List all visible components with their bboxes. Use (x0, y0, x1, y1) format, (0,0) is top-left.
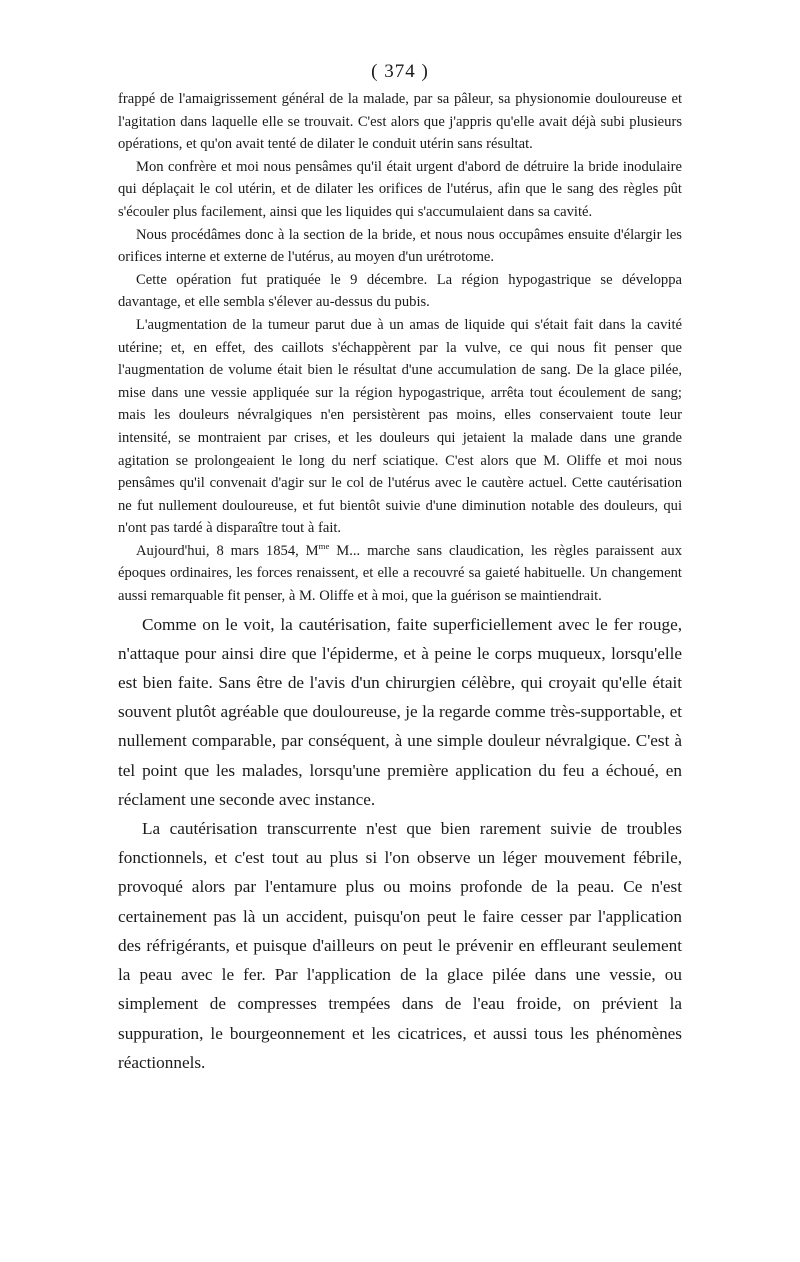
page-number: ( 374 ) (371, 61, 429, 82)
text-after-superscript: M... marche sans claudication, les règles paraissent aux époques ordinaires, les forces renaissent, et elle a recouvré sa gaieté habituelle. Un changement aussi remarquable fit penser, à M. Oliffe et à moi, que la guérison se maintiendrait. (118, 542, 682, 605)
paragraph: Comme on le voit, la cautérisation, faite superficiellement avec le fer rouge, n'attaque pour ainsi dire que l'épiderme, et à peine le corps muqueux, lorsqu'elle est bien faite. Sans être de l'avis d'un chirurgien célèbre, qui croyait qu'elle était souvent plutôt agréable que douloureuse, je la regarde comme très-supportable, et nullement comparable, par conséquent, à une simple douleur névralgique. C'est à tel point que les malades, lorsqu'une première application du feu a échoué, en réclament une seconde avec instance. (118, 614, 682, 809)
superscript: me (318, 541, 330, 552)
paragraph: L'augmentation de la tumeur parut due à un amas de liquide qui s'était fait dans la cavité utérine; et, en effet, des caillots s'échappèrent par la vulve, ce qui nous fit penser que l'augmentation de volume était bien le résultat d'une accumulation de sang. De la glace pilée, mise dans une vessie appliquée sur la région hypogastrique, arrêta tout écoulement de sang; mais les douleurs névralgiques n'en persistèrent pas moins, elles conservaient toute leur intensité, se montraient par crises, et les douleurs qui jetaient la malade dans une grande agitation se prolongeaient le long du nerf sciatique. C'est alors que M. Oliffe et moi nous pensâmes qu'il convenait d'agir sur le col de l'utérus avec le cautère actuel. Cette cautérisation ne fut nullement douloureuse, et fut bientôt suivie d'une diminution notable des douleurs, qui n'ont pas tardé à disparaître tout à fait. (118, 316, 682, 537)
book-page (118, 58, 682, 1077)
paragraph: Cette opération fut pratiquée le 9 décembre. La région hypogastrique se développa davantage, et elle sembla s'élever au-dessus du pubis. (118, 271, 682, 311)
text-before-superscript: Aujourd'hui, 8 mars 1854, M (136, 542, 319, 559)
commentary-block (118, 610, 682, 1077)
paragraph: La cautérisation transcurrente n'est que bien rarement suivie de troubles fonctionnels, et c'est tout au plus si l'on observe un léger mouvement fébrile, provoqué alors par l'entamure plus ou moins profonde de la peau. Ce n'est certainement pas là un accident, puisqu'on peut le faire cesser par l'application des réfrigérants, et puisque d'ailleurs on peut le prévenir en effleurant seulement la peau avec le fer. Par l'application de la glace pilée dans une vessie, ou simplement de compresses trempées dans de l'eau froide, on prévient la suppuration, le bourgeonnement et les cicatrices, et aussi tous les phénomènes réactionnels. (118, 819, 682, 1072)
paragraph: Nous procédâmes donc à la section de la bride, et nous nous occupâmes ensuite d'élargir les orifices interne et externe de l'utérus, au moyen d'un urétrotome. (118, 226, 682, 266)
case-report-block (118, 88, 682, 608)
paragraph: frappé de l'amaigrissement général de la malade, par sa pâleur, sa physionomie douloureuse et l'agitation dans laquelle elle se trouvait. C'est alors que j'appris qu'elle avait déjà subi plusieurs opérations, et qu'on avait tenté de dilater le conduit utérin sans résultat. (118, 91, 682, 153)
paragraph: Mon confrère et moi nous pensâmes qu'il était urgent d'abord de détruire la bride inodulaire qui déplaçait le col utérin, et de dilater les orifices de l'utérus, afin que le sang des règles pût s'écouler plus facilement, ainsi que les liquides qui s'accumulaient dans sa cavité. (118, 158, 682, 220)
paragraph-with-superscript (118, 540, 682, 608)
